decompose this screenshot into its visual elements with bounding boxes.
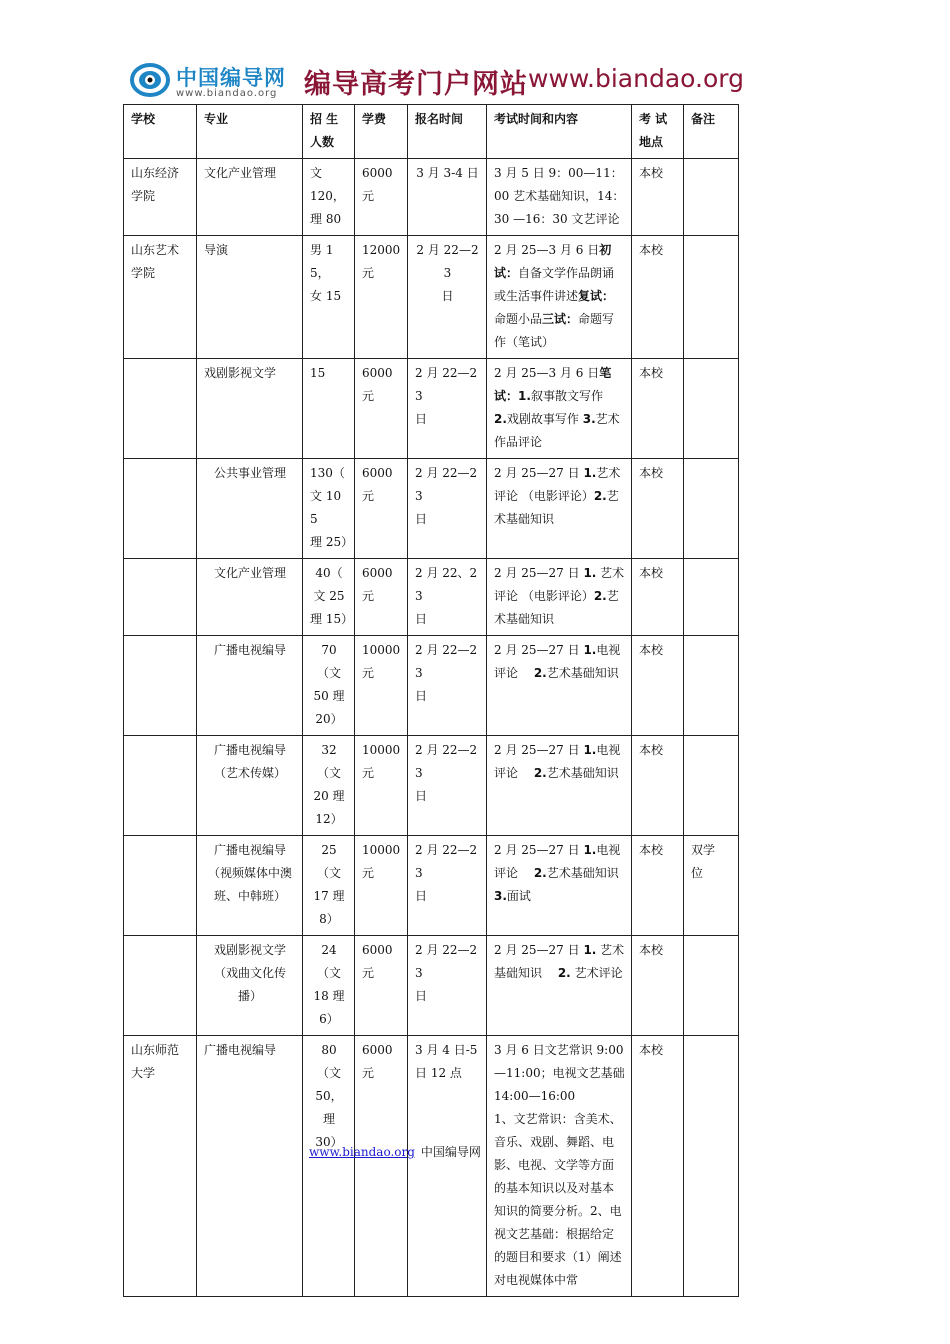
column-header: 招 生 人数 bbox=[303, 105, 355, 159]
exam-location-cell: 本校 bbox=[632, 636, 684, 736]
school-cell bbox=[124, 459, 197, 559]
table-row bbox=[124, 836, 739, 936]
exam-content-cell bbox=[487, 236, 632, 359]
quota-cell: 32（文 20 理 12） bbox=[303, 736, 355, 836]
exam-location-cell: 本校 bbox=[632, 559, 684, 636]
exam-text: 面试 bbox=[506, 889, 531, 903]
remark-cell bbox=[684, 936, 739, 1036]
registration-time-cell: 2 月 22—23 日 bbox=[408, 359, 487, 459]
exam-emphasis: 1. bbox=[583, 843, 597, 857]
exam-content-cell bbox=[487, 936, 632, 1036]
exam-emphasis: 1. bbox=[583, 566, 597, 580]
exam-emphasis: 复试： bbox=[578, 289, 615, 303]
exam-text: 戏剧故事写作 bbox=[506, 412, 583, 426]
fee-cell: 6000 元 bbox=[355, 159, 408, 236]
exam-text: 艺术基础知识 bbox=[546, 866, 619, 880]
exam-location-cell: 本校 bbox=[632, 236, 684, 359]
remark-cell bbox=[684, 559, 739, 636]
fee-cell: 6000 元 bbox=[355, 559, 408, 636]
exam-emphasis: 1. bbox=[518, 389, 531, 403]
school-cell bbox=[124, 836, 197, 936]
registration-time-cell: 3 月 4 日-5 日 12 点 bbox=[408, 1036, 487, 1297]
remark-cell bbox=[684, 636, 739, 736]
exam-emphasis: 2. bbox=[593, 589, 607, 603]
logo-url-text: www.biandao.org bbox=[176, 88, 278, 99]
table-header-row bbox=[124, 105, 739, 159]
school-cell: 山东艺术 学院 bbox=[124, 236, 197, 359]
exam-emphasis: 1. bbox=[583, 643, 597, 657]
table-row bbox=[124, 559, 739, 636]
major-cell: 文化产业管理 bbox=[197, 559, 303, 636]
exam-text: 艺术基础知识 bbox=[546, 766, 619, 780]
exam-text: 艺术基础知识 bbox=[494, 489, 619, 526]
major-cell: 广播电视编导 （视频媒体中澳 班、中韩班） bbox=[197, 836, 303, 936]
exam-text: 艺术评论 （电影评论） bbox=[494, 566, 625, 603]
exam-location-cell: 本校 bbox=[632, 159, 684, 236]
quota-cell: 文 120， 理 80 bbox=[303, 159, 355, 236]
school-cell bbox=[124, 559, 197, 636]
exam-emphasis: 三试： bbox=[542, 312, 579, 326]
exam-text: 艺术基础知识 bbox=[546, 666, 619, 680]
school-cell bbox=[124, 736, 197, 836]
major-cell: 导演 bbox=[197, 236, 303, 359]
registration-time-cell: 2 月 22—23 日 bbox=[408, 636, 487, 736]
exam-text: 电视评论 bbox=[494, 743, 621, 780]
exam-text: 叙事散文写作 bbox=[530, 389, 615, 403]
major-cell: 戏剧影视文学 bbox=[197, 359, 303, 459]
exam-text: 2 月 25—27 日 bbox=[494, 843, 584, 857]
exam-text: 电视评论 bbox=[494, 843, 621, 880]
remark-cell bbox=[684, 459, 739, 559]
quota-cell: 男 15， 女 15 bbox=[303, 236, 355, 359]
exam-emphasis: 3. bbox=[494, 889, 507, 903]
exam-content-cell bbox=[487, 1036, 632, 1297]
quota-cell: 15 bbox=[303, 359, 355, 459]
exam-text: 2 月 25—27 日 bbox=[494, 743, 584, 757]
exam-text: 2 月 25—27 日 bbox=[494, 566, 584, 580]
exam-text: 命题写作（笔试） bbox=[494, 312, 615, 349]
column-header: 学费 bbox=[355, 105, 408, 159]
major-cell: 戏剧影视文学 （戏曲文化传 播） bbox=[197, 936, 303, 1036]
table-row bbox=[124, 936, 739, 1036]
school-cell bbox=[124, 359, 197, 459]
logo-chinese-text: 中国编导网 bbox=[176, 66, 286, 90]
exam-text: 2 月 25—27 日 bbox=[494, 643, 584, 657]
admissions-table bbox=[123, 104, 739, 1297]
table-row bbox=[124, 236, 739, 359]
exam-emphasis: 2. bbox=[533, 666, 547, 680]
fee-cell: 6000 元 bbox=[355, 936, 408, 1036]
table-row bbox=[124, 1036, 739, 1297]
column-header: 考试时间和内容 bbox=[487, 105, 632, 159]
fee-cell: 12000 元 bbox=[355, 236, 408, 359]
quota-cell: 25（文 17 理 8） bbox=[303, 836, 355, 936]
school-cell: 山东经济 学院 bbox=[124, 159, 197, 236]
major-cell: 广播电视编导 bbox=[197, 636, 303, 736]
exam-emphasis: 2. bbox=[494, 412, 507, 426]
column-header: 报名时间 bbox=[408, 105, 487, 159]
exam-text: 艺术基础知识 bbox=[494, 589, 619, 626]
exam-emphasis: 1. bbox=[583, 466, 597, 480]
exam-emphasis: 初试： bbox=[494, 243, 612, 280]
exam-text: 2 月 25—3 月 6 日 bbox=[494, 366, 600, 380]
remark-cell bbox=[684, 236, 739, 359]
column-header: 考 试 地点 bbox=[632, 105, 684, 159]
exam-text: 2 月 25—3 月 6 日 bbox=[494, 243, 600, 257]
remark-cell: 双学 位 bbox=[684, 836, 739, 936]
table-body bbox=[124, 159, 739, 1297]
column-header: 备注 bbox=[684, 105, 739, 159]
exam-location-cell: 本校 bbox=[632, 359, 684, 459]
school-cell: 山东师范 大学 bbox=[124, 1036, 197, 1297]
remark-cell bbox=[684, 159, 739, 236]
table-row bbox=[124, 736, 739, 836]
major-cell: 公共事业管理 bbox=[197, 459, 303, 559]
column-header: 学校 bbox=[124, 105, 197, 159]
remark-cell bbox=[684, 736, 739, 836]
exam-emphasis: 2. bbox=[593, 489, 607, 503]
quota-cell: 24（文 18 理 6） bbox=[303, 936, 355, 1036]
table-row bbox=[124, 459, 739, 559]
exam-text: 3 月 6 日文艺常识 9:00—11:00；电视文艺基础 14:00—16:00 1、文艺常识：含美术、音乐、戏剧、舞蹈、电影、电视、文学等方面的基本知识以及对基本知识的简要分析。2、电视文艺基础：根据给定的题目和要求（1）阐述对电视媒体中常 bbox=[494, 1043, 625, 1287]
exam-location-cell: 本校 bbox=[632, 459, 684, 559]
exam-emphasis: 2. bbox=[533, 866, 547, 880]
fee-cell: 6000 元 bbox=[355, 359, 408, 459]
table-row bbox=[124, 359, 739, 459]
quota-cell: 80（文 50，理 30） bbox=[303, 1036, 355, 1297]
registration-time-cell: 2 月 22—23 日 bbox=[408, 459, 487, 559]
fee-cell: 10000 元 bbox=[355, 636, 408, 736]
exam-emphasis: 笔试： bbox=[494, 366, 612, 403]
exam-text: 艺术作品评论 bbox=[494, 412, 620, 449]
exam-emphasis: 2. bbox=[533, 766, 547, 780]
exam-text: 艺术基础知识 bbox=[494, 943, 625, 980]
quota-cell: 130（ 文 105 理 25） bbox=[303, 459, 355, 559]
registration-time-cell: 2 月 22—23 日 bbox=[408, 236, 487, 359]
quota-cell: 40（ 文 25 理 15） bbox=[303, 559, 355, 636]
footer-site-name: 中国编导网 bbox=[420, 1145, 481, 1159]
exam-content-cell bbox=[487, 836, 632, 936]
fee-cell: 10000 元 bbox=[355, 836, 408, 936]
exam-location-cell: 本校 bbox=[632, 736, 684, 836]
exam-location-cell: 本校 bbox=[632, 1036, 684, 1297]
major-cell: 广播电视编导 （艺术传媒） bbox=[197, 736, 303, 836]
site-url[interactable]: www.biandao.org bbox=[528, 64, 744, 93]
exam-content-cell bbox=[487, 159, 632, 236]
exam-text: 2 月 25—27 日 bbox=[494, 943, 584, 957]
fee-cell: 6000 元 bbox=[355, 1036, 408, 1297]
exam-content-cell bbox=[487, 636, 632, 736]
major-cell: 文化产业管理 bbox=[197, 159, 303, 236]
registration-time-cell: 2 月 22—23 日 bbox=[408, 736, 487, 836]
school-cell bbox=[124, 636, 197, 736]
registration-time-cell: 2 月 22、23 日 bbox=[408, 559, 487, 636]
biandao-logo-icon bbox=[130, 61, 174, 97]
major-cell: 广播电视编导 bbox=[197, 1036, 303, 1297]
exam-content-cell bbox=[487, 559, 632, 636]
exam-text: 自备文学作品朗诵或生活事件讲述 bbox=[494, 266, 615, 303]
exam-emphasis: 1. bbox=[583, 743, 597, 757]
registration-time-cell: 2 月 22—23 日 bbox=[408, 836, 487, 936]
footer-link[interactable]: www.biandao.org bbox=[309, 1145, 415, 1159]
registration-time-cell: 2 月 22—23 日 bbox=[408, 936, 487, 1036]
page-footer bbox=[309, 1143, 481, 1160]
exam-emphasis: 2. bbox=[557, 966, 571, 980]
school-cell bbox=[124, 936, 197, 1036]
remark-cell bbox=[684, 359, 739, 459]
exam-location-cell: 本校 bbox=[632, 836, 684, 936]
exam-content-cell bbox=[487, 736, 632, 836]
exam-text: 艺术评论 bbox=[570, 966, 623, 980]
quota-cell: 70（文 50 理 20） bbox=[303, 636, 355, 736]
table-row bbox=[124, 636, 739, 736]
registration-time-cell: 3 月 3-4 日 bbox=[408, 159, 487, 236]
exam-emphasis: 1. bbox=[583, 943, 597, 957]
fee-cell: 10000 元 bbox=[355, 736, 408, 836]
exam-content-cell bbox=[487, 359, 632, 459]
column-header: 专业 bbox=[197, 105, 303, 159]
exam-text: 电视评论 bbox=[494, 643, 621, 680]
exam-text: 2 月 25—27 日 bbox=[494, 466, 584, 480]
site-title: 编导高考门户网站 bbox=[304, 69, 528, 100]
exam-text: 3 月 5 日 9：00—11：00 艺术基础知识，14：30 —16：30 文艺评论 bbox=[494, 166, 625, 226]
site-banner bbox=[124, 58, 744, 102]
exam-emphasis: 3. bbox=[582, 412, 596, 426]
exam-text: 艺术评论 （电影评论） bbox=[494, 466, 621, 503]
exam-content-cell bbox=[487, 459, 632, 559]
remark-cell bbox=[684, 1036, 739, 1297]
exam-location-cell: 本校 bbox=[632, 936, 684, 1036]
fee-cell: 6000 元 bbox=[355, 459, 408, 559]
exam-text: 命题小品 bbox=[494, 312, 543, 326]
table-row bbox=[124, 159, 739, 236]
